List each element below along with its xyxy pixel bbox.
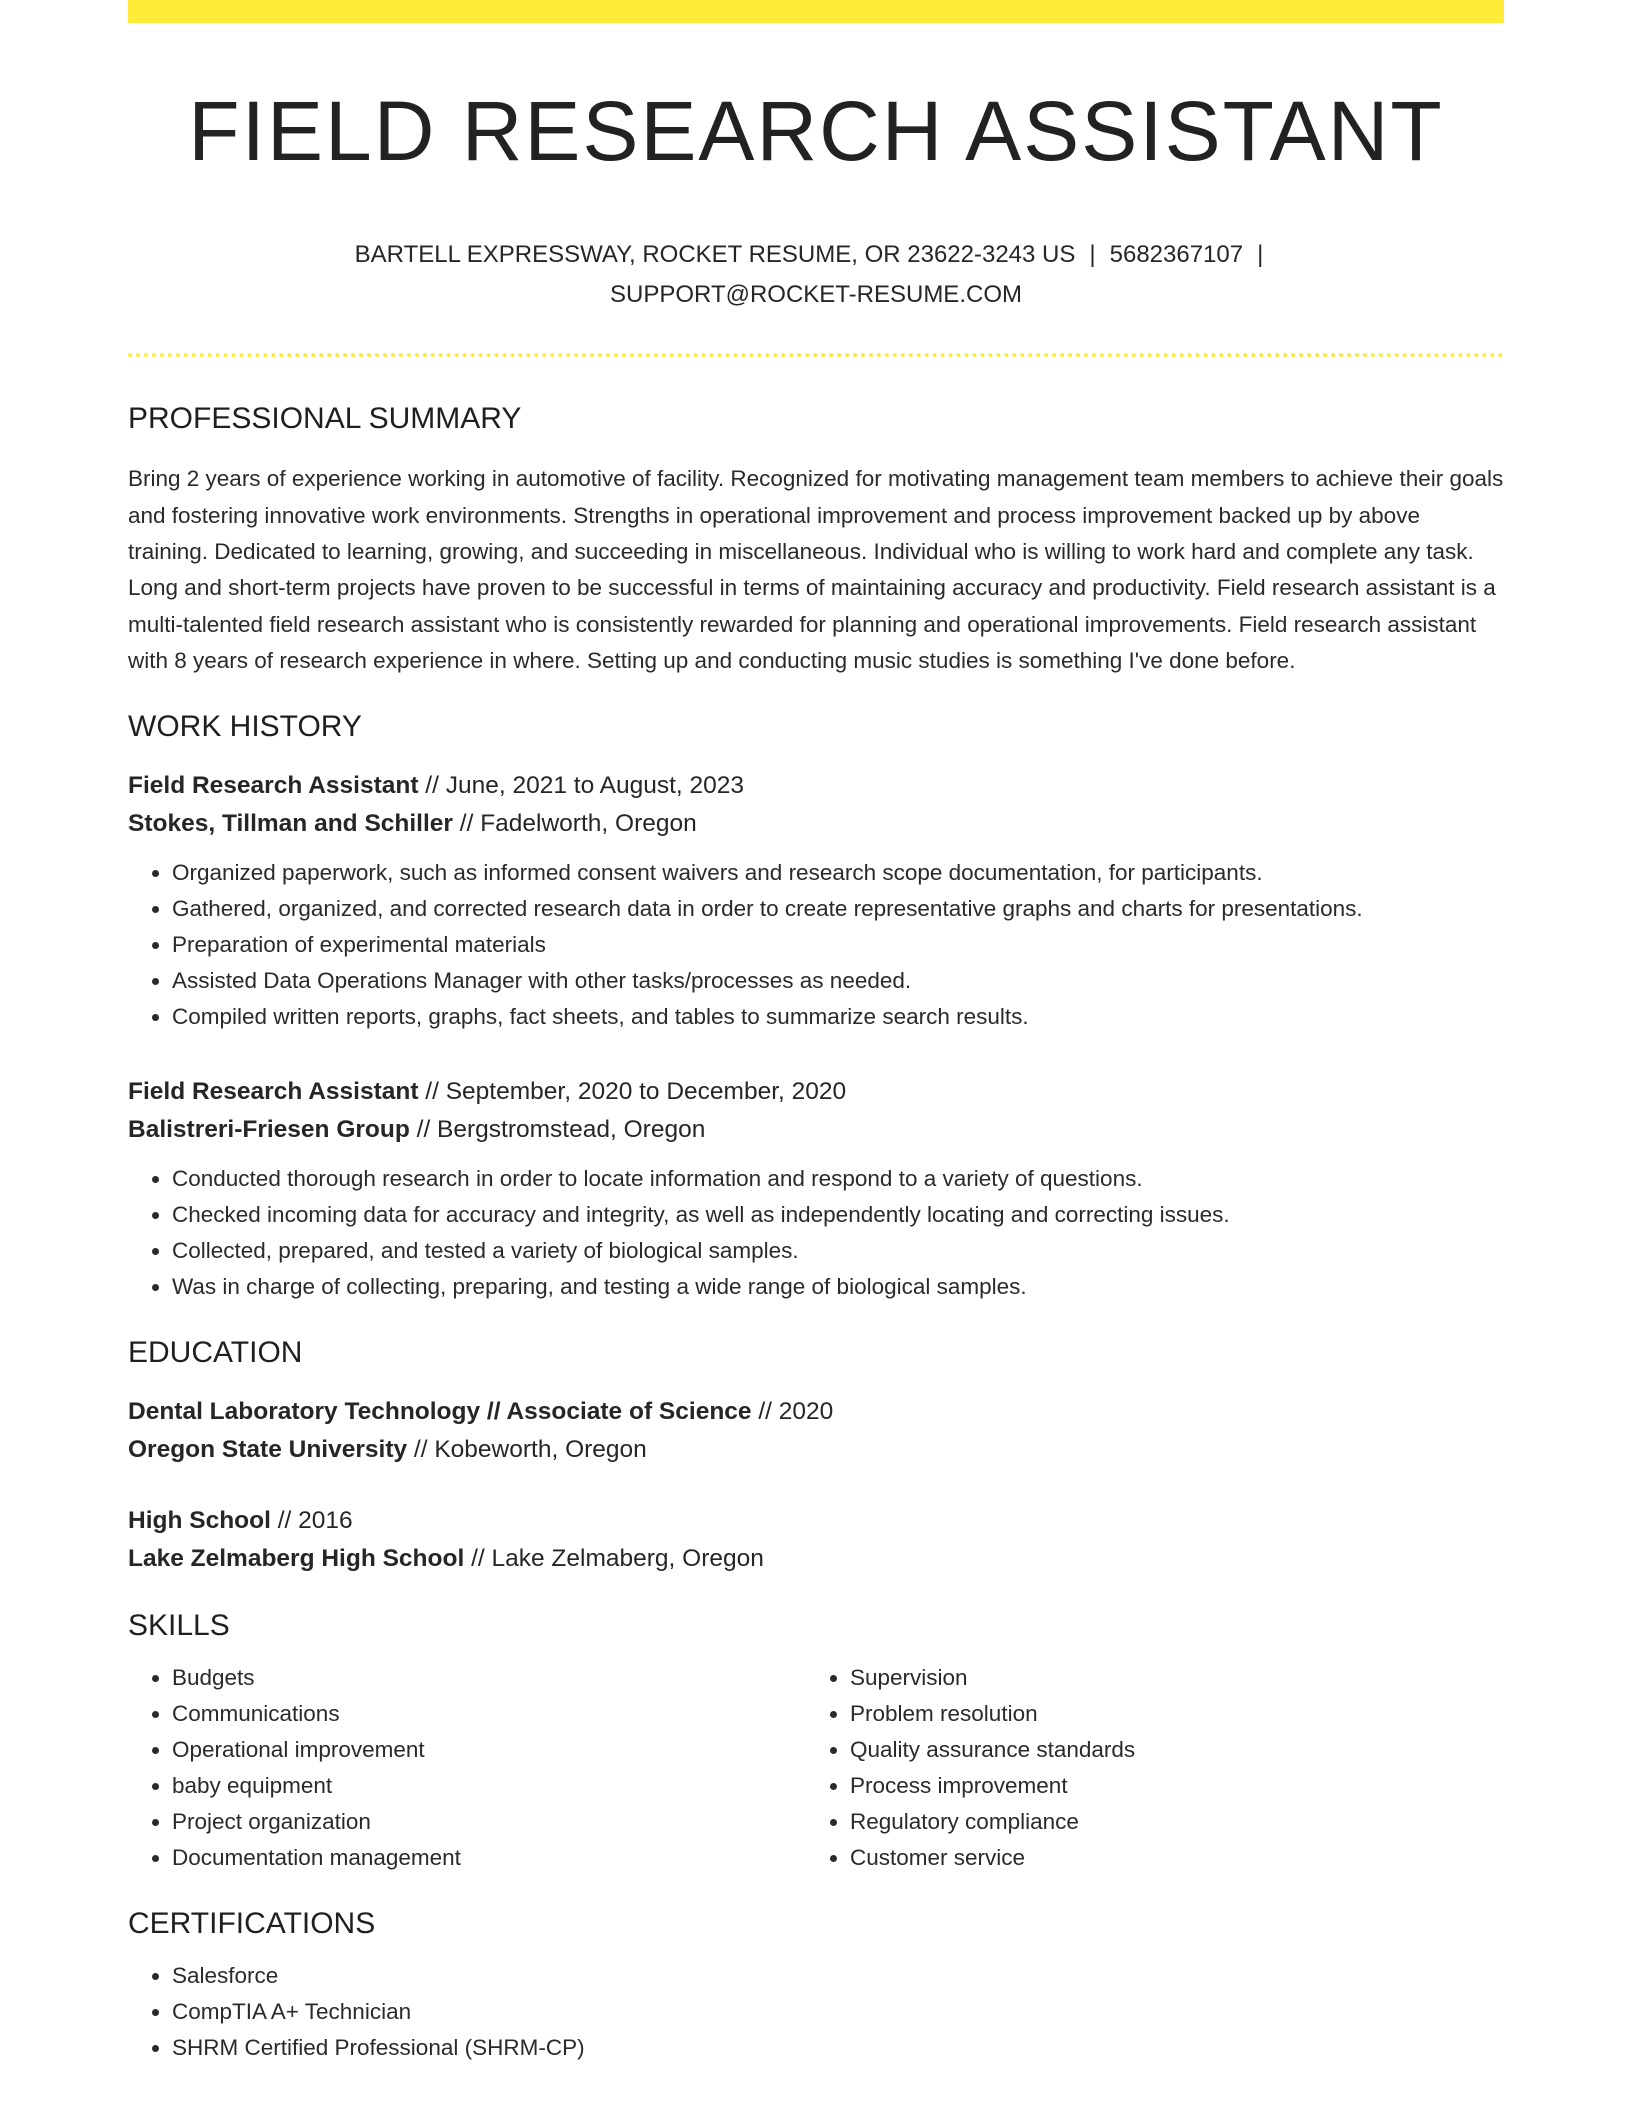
skill-item: • Problem resolution	[850, 1696, 1484, 1732]
job-entry	[128, 767, 1504, 1035]
skills-columns	[128, 1660, 1504, 1876]
skill-item: • Project organization	[172, 1804, 806, 1840]
school-name: Lake Zelmaberg High School	[128, 1545, 465, 1573]
header-divider	[128, 353, 1504, 357]
degree-name: High School	[128, 1507, 271, 1535]
skill-item: • Budgets	[172, 1660, 806, 1696]
contact-separator: |	[1089, 241, 1096, 269]
certification-item: • CompTIA A+ Technician	[172, 1994, 1504, 2030]
school-line	[128, 1540, 1504, 1578]
degree-name: Dental Laboratory Technology // Associate of Science	[128, 1398, 752, 1426]
skill-item: • Quality assurance standards	[850, 1732, 1484, 1768]
duty-item: • Preparation of experimental materials	[172, 927, 1504, 963]
summary-text: Bring 2 years of experience working in automotive of facility. Recognized for motivating management team members to achieve their goals and fostering innovative work environments. Strengths in operational improvement and process improvement backed up by above training. Dedicated to learning, growing, and succeeding in miscellaneous. Individual who is willing to work hard and complete any task. Long and short-term projects have proven to be successful in terms of maintaining accuracy and productivity. Field research assistant is a multi-talented field research assistant who is consistently rewarded for planning and operational improvements. Field research assistant with 8 years of research experience in where. Setting up and conducting music studies is something I've done before.	[128, 466, 1504, 673]
work-history-section	[128, 709, 1504, 1305]
job-title-line	[128, 1073, 1504, 1111]
certifications-list	[128, 1958, 1504, 2066]
job-location: // Fadelworth, Oregon	[452, 810, 697, 838]
job-company-line	[128, 1111, 1504, 1149]
skill-item: • Documentation management	[172, 1840, 806, 1876]
duty-item: • Checked incoming data for accuracy and integrity, as well as independently locating and correcting issues.	[172, 1197, 1504, 1233]
degree-line	[128, 1393, 1504, 1431]
job-duties	[128, 1161, 1504, 1305]
education-entry	[128, 1393, 1504, 1469]
candidate-title: FIELD RESEARCH ASSISTANT	[188, 84, 1444, 178]
work-history-heading: WORK HISTORY	[128, 710, 362, 744]
skill-item: • Customer service	[850, 1840, 1484, 1876]
job-duties	[128, 855, 1504, 1035]
skill-item: • Communications	[172, 1696, 806, 1732]
certifications-section	[128, 1906, 1504, 2066]
skill-item: • Supervision	[850, 1660, 1484, 1696]
contact-info	[266, 235, 1366, 315]
duty-item: • Assisted Data Operations Manager with other tasks/processes as needed.	[172, 963, 1504, 999]
skill-item: • Process improvement	[850, 1768, 1484, 1804]
contact-phone: 5682367107	[1109, 241, 1244, 269]
school-location: // Lake Zelmaberg, Oregon	[464, 1545, 764, 1573]
job-company-line	[128, 805, 1504, 843]
job-location: // Bergstromstead, Oregon	[409, 1116, 706, 1144]
skill-item: • baby equipment	[172, 1768, 806, 1804]
skill-item: • Operational improvement	[172, 1732, 806, 1768]
job-company: Stokes, Tillman and Schiller	[128, 810, 453, 838]
contact-email: SUPPORT@ROCKET-RESUME.COM	[610, 281, 1022, 309]
certification-item: • SHRM Certified Professional (SHRM-CP)	[172, 2030, 1504, 2066]
job-company: Balistreri-Friesen Group	[128, 1116, 410, 1144]
job-title-line	[128, 767, 1504, 805]
education-heading: EDUCATION	[128, 1336, 303, 1370]
job-role: Field Research Assistant	[128, 772, 419, 800]
skills-list-right	[806, 1660, 1484, 1876]
duty-item: • Was in charge of collecting, preparing, and testing a wide range of biological samples.	[172, 1269, 1504, 1305]
education-entry	[128, 1502, 1504, 1578]
top-accent-bar	[128, 0, 1504, 23]
skills-section	[128, 1608, 1504, 1876]
skills-list-left	[128, 1660, 806, 1876]
job-dates: // June, 2021 to August, 2023	[418, 772, 745, 800]
job-role: Field Research Assistant	[128, 1078, 419, 1106]
contact-separator: |	[1257, 241, 1264, 269]
duty-item: • Conducted thorough research in order to locate information and respond to a variety of questions.	[172, 1161, 1504, 1197]
school-location: // Kobeworth, Oregon	[407, 1436, 647, 1464]
job-dates: // September, 2020 to December, 2020	[418, 1078, 847, 1106]
skills-heading: SKILLS	[128, 1609, 230, 1643]
duty-item: • Organized paperwork, such as informed consent waivers and research scope documentation, for participants.	[172, 855, 1504, 891]
duty-item: • Gathered, organized, and corrected research data in order to create representative graphs and charts for presentations.	[172, 891, 1504, 927]
certifications-heading: CERTIFICATIONS	[128, 1907, 376, 1941]
duty-item: • Compiled written reports, graphs, fact sheets, and tables to summarize search results.	[172, 999, 1504, 1035]
degree-year: // 2020	[751, 1398, 834, 1426]
school-name: Oregon State University	[128, 1436, 408, 1464]
duty-item: • Collected, prepared, and tested a variety of biological samples.	[172, 1233, 1504, 1269]
degree-year: // 2016	[270, 1507, 353, 1535]
skill-item: • Regulatory compliance	[850, 1804, 1484, 1840]
certification-item: • Salesforce	[172, 1958, 1504, 1994]
job-entry	[128, 1073, 1504, 1305]
summary-heading: PROFESSIONAL SUMMARY	[128, 402, 522, 436]
contact-address: BARTELL EXPRESSWAY, ROCKET RESUME, OR 23622-3243 US	[354, 241, 1076, 269]
school-line	[128, 1431, 1504, 1469]
resume-content	[128, 23, 1504, 2066]
degree-line	[128, 1502, 1504, 1540]
education-section	[128, 1335, 1504, 1578]
